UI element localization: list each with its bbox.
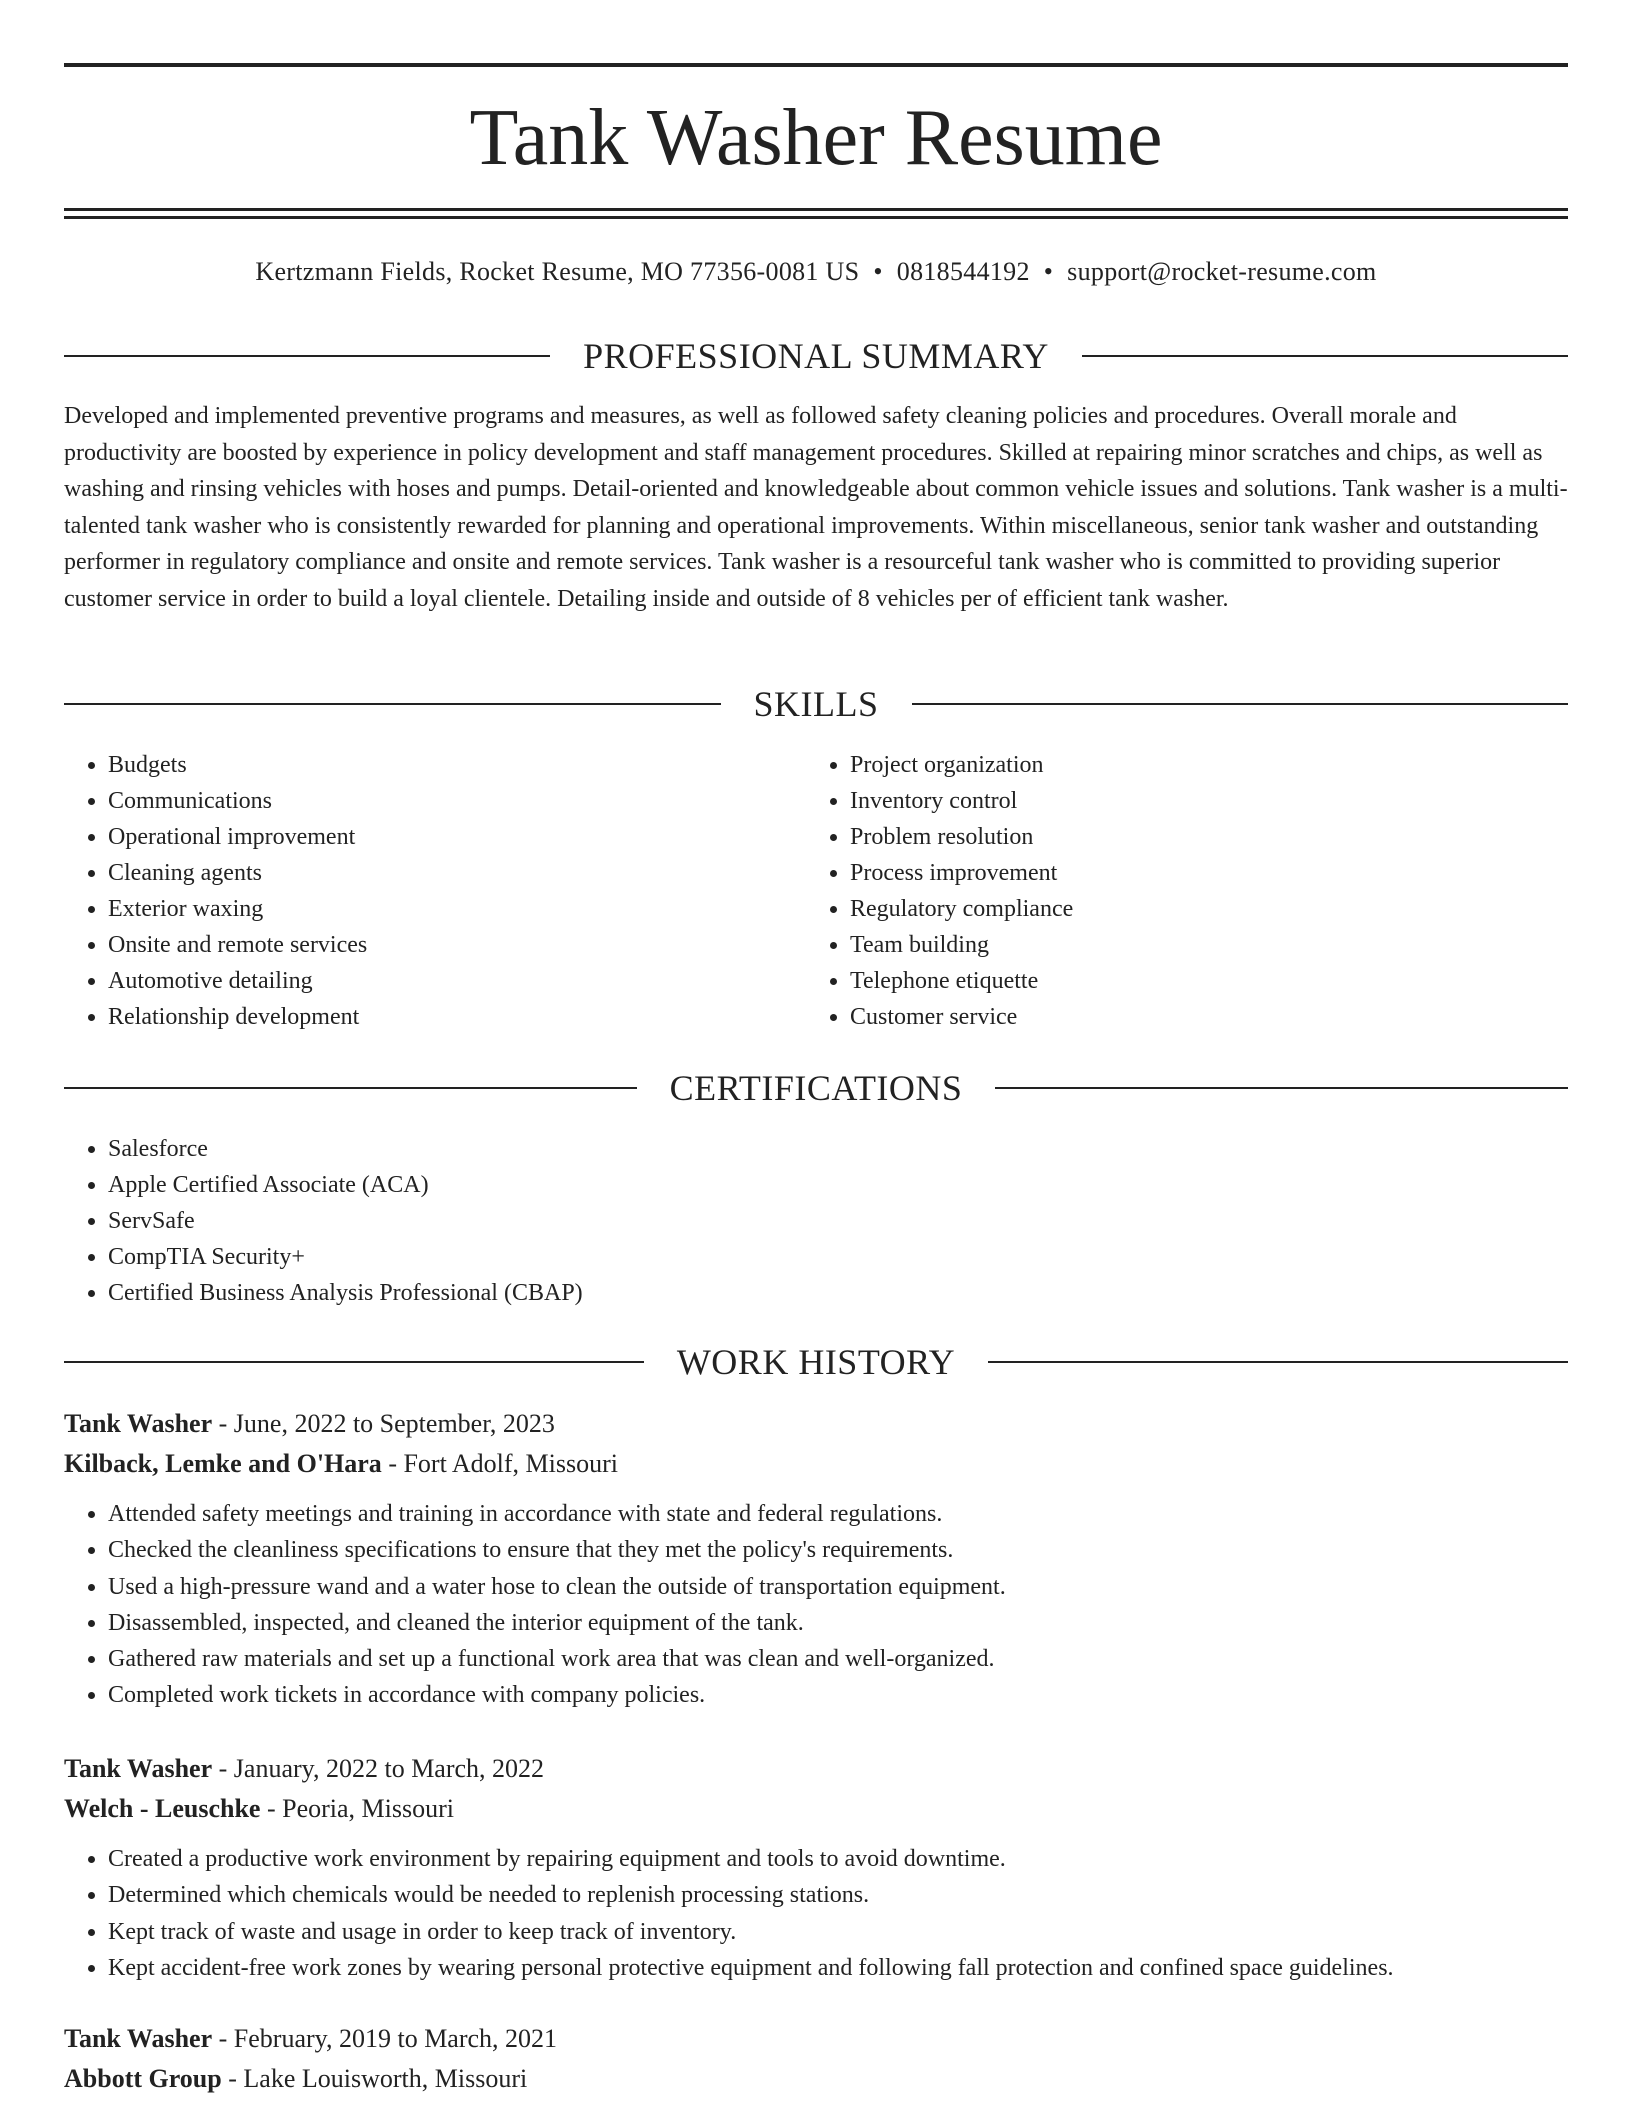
contact-separator: •	[1043, 257, 1054, 286]
certification-item: • Apple Certified Associate (ACA)	[108, 1167, 1568, 1203]
job-company-line	[64, 1444, 1568, 1484]
job-company-line	[64, 2059, 1568, 2099]
job-dates: - January, 2022 to March, 2022	[212, 1754, 545, 1783]
contact-email: support@rocket-resume.com	[1067, 257, 1377, 286]
summary-text: Developed and implemented preventive programs and measures, as well as followed safety cleaning policies and procedures. Overall morale and productivity are boosted by experience in policy development and staff management procedures. Skilled at repairing minor scratches and chips, as well as washing and rinsing vehicles with hoses and pumps. Detail-oriented and knowledgeable about common vehicle issues and solutions. Tank washer is a multi-talented tank washer who is consistently rewarded for planning and operational improvements. Within miscellaneous, senior tank washer and outstanding performer in regulatory compliance and onsite and remote services. Tank washer is a resourceful tank washer who is committed to providing superior customer service in order to build a loyal clientele. Detailing inside and outside of 8 vehicles per of efficient tank washer.	[64, 403, 1568, 612]
skill-item: • Communications	[108, 783, 764, 819]
job-duty-item: • Created a productive work environment by repairing equipment and tools to avoid downtime.	[108, 1841, 1568, 1877]
skills-section-heading	[64, 682, 1568, 726]
job-duty-item: • Completed work tickets in accordance with company policies.	[108, 1677, 1568, 1713]
certification-item: • CompTIA Security+	[108, 1239, 1568, 1275]
skill-item: • Telephone etiquette	[850, 963, 1506, 999]
contact-address: Kertzmann Fields, Rocket Resume, MO 77356-0081 US	[255, 257, 860, 286]
job-title-line	[64, 1749, 1568, 1789]
heading-rule-right	[912, 703, 1569, 705]
job-title: Tank Washer	[64, 2024, 213, 2053]
skill-item: • Customer service	[850, 999, 1506, 1035]
job-duty-item: • Gathered raw materials and set up a functional work area that was clean and well-organized.	[108, 1641, 1568, 1677]
job-company: Abbott Group	[64, 2064, 222, 2093]
summary-heading-label: PROFESSIONAL SUMMARY	[583, 336, 1049, 376]
job-company-line	[64, 1789, 1568, 1829]
job-duty-item: • Kept accident-free work zones by wearing personal protective equipment and following fall protection and confined space guidelines.	[108, 1950, 1568, 1986]
job-duties-list	[64, 1841, 1568, 1986]
job-duty-item: • Used a high-pressure wand and a water hose to clean the outside of transportation equipment.	[108, 1569, 1568, 1605]
job-entry-1	[64, 1404, 1568, 1714]
skill-item: • Budgets	[108, 747, 764, 783]
certifications-list	[64, 1131, 1568, 1311]
job-duty-item: • Attended safety meetings and training in accordance with state and federal regulations.	[108, 1496, 1568, 1532]
skill-item: • Onsite and remote services	[108, 927, 764, 963]
skill-item: • Cleaning agents	[108, 855, 764, 891]
certifications-block	[64, 1131, 1568, 1311]
certifications-section-heading	[64, 1066, 1568, 1110]
job-entry-3	[64, 2019, 1568, 2099]
job-entry-2	[64, 1749, 1568, 1986]
heading-rule-left	[64, 1361, 644, 1363]
job-location: - Fort Adolf, Missouri	[381, 1449, 618, 1478]
heading-rule-right	[988, 1361, 1568, 1363]
job-title: Tank Washer	[64, 1754, 213, 1783]
certifications-heading-label: CERTIFICATIONS	[669, 1068, 963, 1108]
contact-separator: •	[873, 257, 883, 286]
job-title: Tank Washer	[64, 1409, 213, 1438]
work-history-heading-label: WORK HISTORY	[676, 1342, 956, 1382]
job-duty-item: • Kept track of waste and usage in order to keep track of inventory.	[108, 1914, 1568, 1950]
contact-phone: 0818544192	[896, 257, 1030, 286]
skills-heading-label: SKILLS	[753, 684, 879, 724]
skill-item: • Exterior waxing	[108, 891, 764, 927]
job-company: Kilback, Lemke and O'Hara	[64, 1449, 382, 1478]
skill-item: • Process improvement	[850, 855, 1506, 891]
job-duty-item: • Disassembled, inspected, and cleaned the interior equipment of the tank.	[108, 1605, 1568, 1641]
skill-item: • Operational improvement	[108, 819, 764, 855]
certification-item: • Salesforce	[108, 1131, 1568, 1167]
skills-list-left	[64, 747, 764, 1035]
job-duties-list	[64, 1496, 1568, 1714]
summary-section-heading	[64, 334, 1568, 378]
job-title-line	[64, 1404, 1568, 1444]
job-duty-item: • Checked the cleanliness specifications to ensure that they met the policy's requirements.	[108, 1532, 1568, 1568]
certification-item: • ServSafe	[108, 1203, 1568, 1239]
job-duty-item: • Determined which chemicals would be needed to replenish processing stations.	[108, 1877, 1568, 1913]
skill-item: • Relationship development	[108, 999, 764, 1035]
page-title: Tank Washer Resume	[469, 94, 1163, 182]
skill-item: • Automotive detailing	[108, 963, 764, 999]
work-history-section-heading	[64, 1340, 1568, 1384]
skill-item: • Inventory control	[850, 783, 1506, 819]
certification-item: • Certified Business Analysis Professional (CBAP)	[108, 1275, 1568, 1311]
heading-rule-left	[64, 1087, 637, 1089]
skill-item: • Project organization	[850, 747, 1506, 783]
title-rule-lower	[64, 216, 1568, 219]
contact-line	[64, 252, 1568, 292]
top-rule	[64, 63, 1568, 67]
heading-rule-right	[995, 1087, 1568, 1089]
job-title-line	[64, 2019, 1568, 2059]
job-location: - Peoria, Missouri	[260, 1794, 454, 1823]
job-dates: - February, 2019 to March, 2021	[212, 2024, 558, 2053]
heading-rule-left	[64, 703, 721, 705]
skill-item: • Regulatory compliance	[850, 891, 1506, 927]
job-company: Welch - Leuschke	[64, 1794, 261, 1823]
heading-rule-right	[1082, 355, 1568, 357]
skills-column-right	[806, 747, 1506, 1035]
job-location: - Lake Louisworth, Missouri	[221, 2064, 528, 2093]
skills-column-left	[64, 747, 764, 1035]
heading-rule-left	[64, 355, 550, 357]
skills-list-right	[806, 747, 1506, 1035]
skill-item: • Team building	[850, 927, 1506, 963]
title-rule-upper	[64, 208, 1568, 211]
job-dates: - June, 2022 to September, 2023	[212, 1409, 555, 1438]
skill-item: • Problem resolution	[850, 819, 1506, 855]
